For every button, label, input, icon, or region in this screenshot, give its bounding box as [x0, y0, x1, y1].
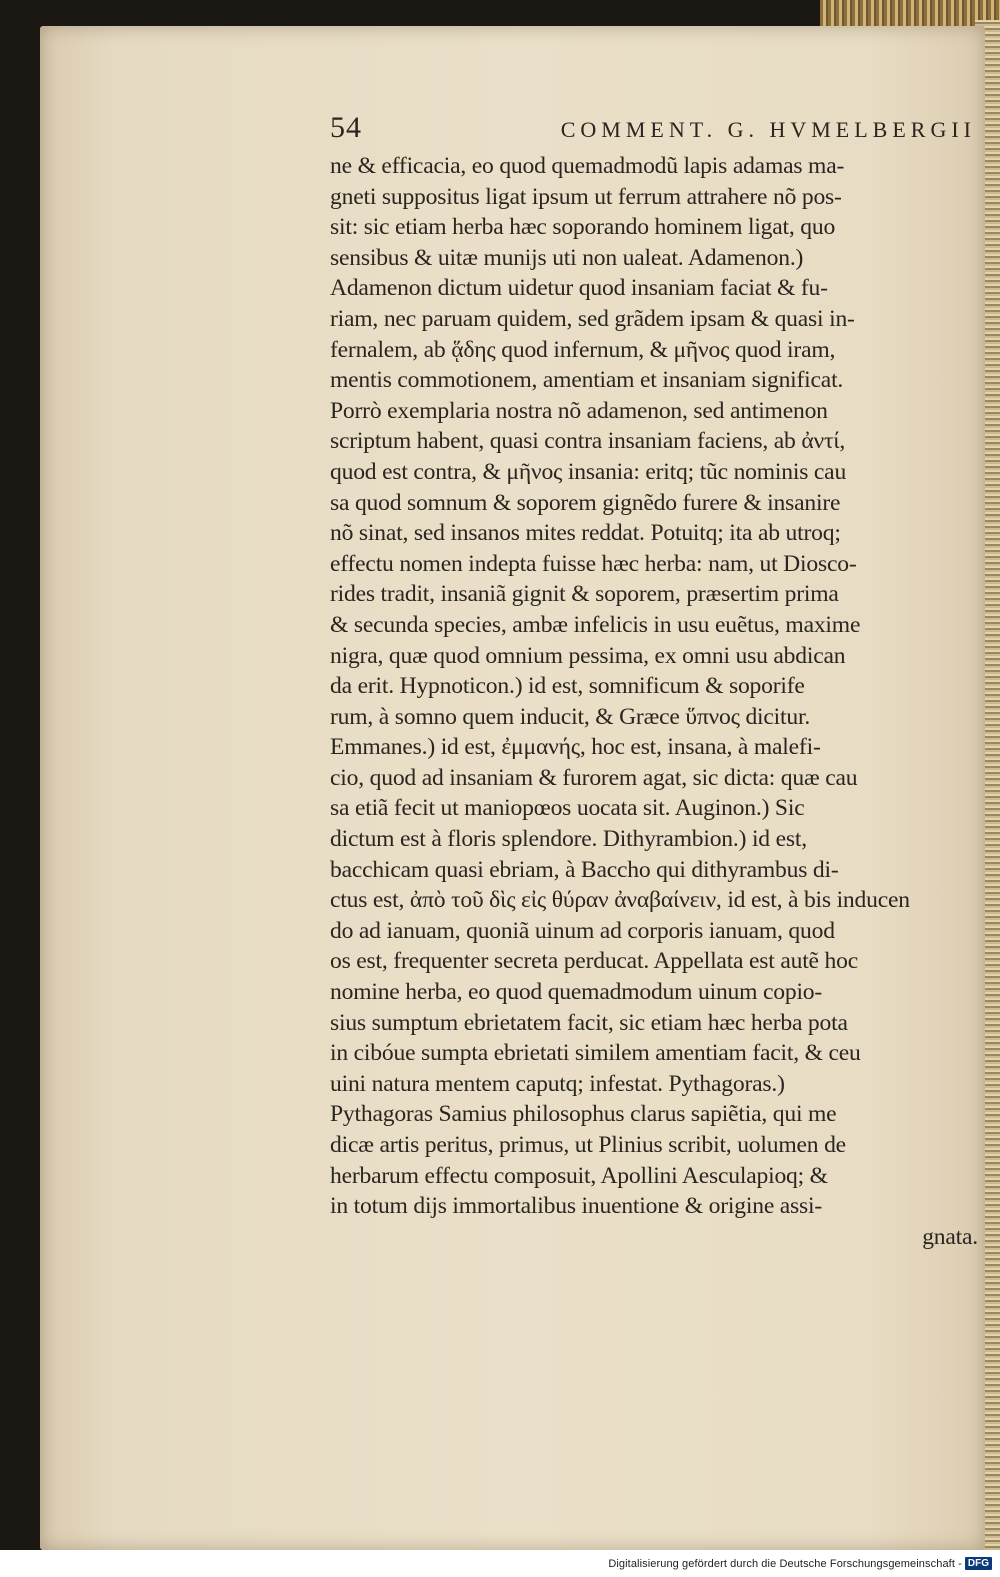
footer-credit: Digitalisierung gefördert durch die Deutsche Forschungsgemeinschaft - — [608, 1557, 962, 1570]
text-line: sensibus & uitæ munijs uti non ualeat. Adamenon.) — [330, 244, 804, 271]
text-line: cio, quod ad insaniam & furorem agat, sic dicta: quæ cau — [330, 764, 858, 791]
text-line: effectu nomen indepta fuisse hæc herba: nam, ut Diosco- — [330, 550, 857, 577]
text-line: Adamenon dictum uidetur quod insaniam faciat & fu- — [330, 275, 828, 302]
text-line: Porrò exemplaria nostra nõ adamenon, sed antimenon — [330, 397, 828, 424]
text-line: ne & efficacia, eo quod quemadmodũ lapis adamas ma- — [330, 153, 845, 179]
book-page — [40, 26, 985, 1550]
running-head-title: COMMENT. G. HVMELBERGII — [560, 117, 976, 142]
text-line: fernalem, ab ᾅδης quod infernum, & μῆνος quod iram, — [330, 336, 836, 363]
text-line: sa quod somnum & soporem gignẽdo furere & insanire — [330, 489, 841, 516]
text-line: ctus est, ἀπὸ τοῦ δὶς εἰς θύραν ἀναβαίνειν, id est, à bis inducen — [330, 887, 910, 914]
text-line: dictum est à floris splendore. Dithyrambion.) id est, — [330, 826, 807, 853]
text-line: os est, frequenter secreta perducat. Appellata est autẽ hoc — [330, 948, 858, 975]
running-head — [330, 111, 980, 151]
text-line: rides tradit, insaniã gignit & soporem, præsertim prima — [330, 581, 839, 608]
text-line: nigra, quæ quod omnium pessima, ex omni usu abdican — [330, 642, 846, 669]
text-line: bacchicam quasi ebriam, à Baccho qui dithyrambus di- — [330, 856, 839, 883]
digitization-footer — [0, 1550, 1000, 1577]
text-line: nõ sinat, sed insanos mites reddat. Potuitq; ita ab utroq; — [330, 520, 841, 547]
text-line: mentis commotionem, amentiam et insaniam significat. — [330, 367, 844, 394]
text-line: sit: sic etiam herba hæc soporando hominem ligat, quo — [330, 214, 836, 241]
text-line: scriptum habent, quasi contra insaniam faciens, ab ἀντί, — [330, 428, 846, 455]
text-line: & secunda species, ambæ infelicis in usu euẽtus, maxime — [330, 611, 861, 638]
text-line: Pythagoras Samius philosophus clarus sapiẽtia, qui me — [330, 1101, 837, 1128]
text-line: dicæ artis peritus, primus, ut Plinius scribit, uolumen de — [330, 1132, 846, 1158]
text-line: rum, à somno quem inducit, & Græce ὕπνος dicitur. — [330, 703, 811, 730]
page-content — [330, 111, 980, 1311]
text-line: quod est contra, & μῆνος insania: eritq; tũc nominis cau — [330, 458, 847, 485]
dfg-logo: DFG — [965, 1557, 992, 1570]
text-line: gneti suppositus ligat ipsum ut ferrum attrahere nõ pos- — [330, 183, 842, 210]
text-line: sa etiã fecit ut maniopœos uocata sit. Auginon.) Sic — [330, 795, 805, 822]
text-line: in cibóue sumpta ebrietati similem amentiam facit, & ceu — [330, 1040, 861, 1067]
text-line: uini natura mentem caputq; infestat. Pythagoras.) — [330, 1070, 785, 1097]
text-line: nomine herba, eo quod quemadmodum uinum copio- — [330, 979, 823, 1006]
text-line: herbarum effectu composuit, Apollini Aesculapioq; & — [330, 1162, 828, 1189]
text-line: do ad ianuam, quoniã uinum ad corporis ianuam, quod — [330, 917, 835, 944]
text-line: Emmanes.) id est, ἐμμανής, hoc est, insana, à malefi- — [330, 734, 821, 761]
text-line: da erit. Hypnoticon.) id est, somnificum & soporife — [330, 673, 805, 700]
text-line: sius sumptum ebrietatem facit, sic etiam hæc herba pota — [330, 1009, 848, 1036]
text-line: gnata. — [922, 1223, 978, 1250]
text-line: riam, nec paruam quidem, sed grãdem ipsam & quasi in- — [330, 305, 855, 332]
page-number: 54 — [330, 111, 362, 144]
body-text — [330, 151, 980, 1252]
text-line: in totum dijs immortalibus inuentione & origine assi- — [330, 1193, 823, 1220]
